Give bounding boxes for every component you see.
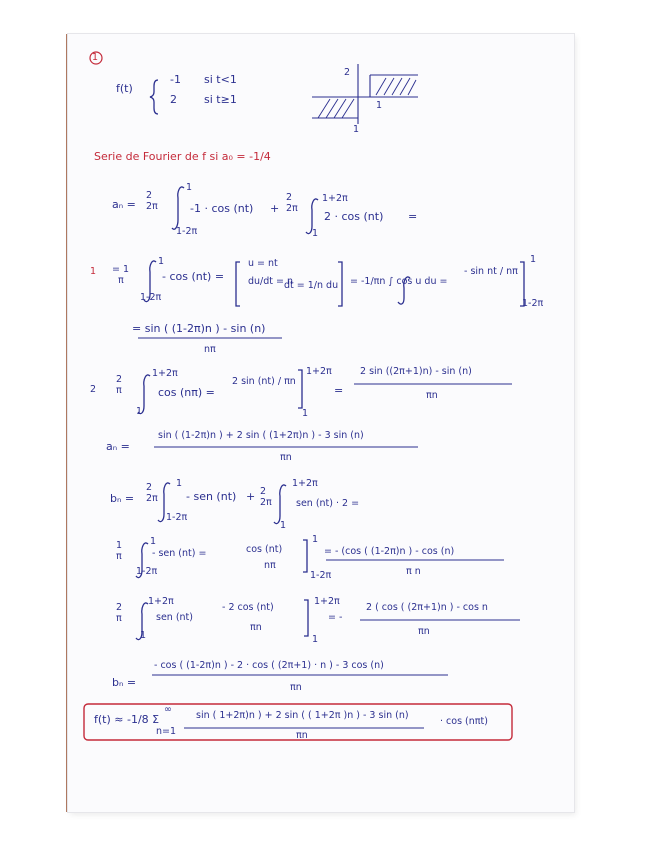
piecewise-brace [150,80,158,114]
bn-result-den: πn [290,682,302,693]
step4-lower: 1 [140,630,147,641]
an-eq: = [408,210,418,223]
final-den: πn [296,730,308,741]
step3-body: - sen (nt) = [152,548,207,559]
step-graph [312,64,418,124]
graph-x-label: 1 [376,100,383,111]
an-coef2: 2 2π [286,192,298,214]
bn-int1-body: - sen (nt) [186,490,237,503]
step1-sub1: u = nt [248,258,278,269]
graph-y-label: 2 [344,67,351,78]
step1-sub3: dt = 1/n du [284,280,339,291]
final-lhs: f(t) ≈ -1/8 Σ [94,713,160,726]
bn-coef2: 2 2π [260,486,272,508]
an-label: aₙ = [112,198,136,211]
bn-int2-lower: 1 [280,520,287,531]
step4-upper: 1+2π [148,596,174,607]
bn-result-label: bₙ = [112,676,137,689]
step3-den: π n [406,566,421,577]
bn-int1-upper: 1 [176,478,183,489]
final-sum-upper: ∞ [164,704,172,715]
final-tail: · cos (nπt) [440,716,488,727]
bn-plus: + [246,490,256,503]
an-result-num: sin ( (1-2π)n ) + 2 sin ( (1+2π)n ) - 3 sin (n) [158,430,364,441]
case1-value: -1 [170,73,181,86]
evaluation-brackets [236,262,524,636]
an-result-label: aₙ = [106,440,130,453]
step1-result: = sin ( (1-2π)n ) - sin (n) [132,322,266,335]
step2-upper: 1+2π [152,368,178,379]
step4-coef: 2 π [116,602,123,624]
step2-lim-upper: 1+2π [306,366,332,377]
an-plus: + [270,202,280,215]
case2-condition: si t≥1 [204,93,237,106]
step1-marker: 1 [90,266,97,277]
step4-mid-den: πn [250,622,262,633]
an-result-den: πn [280,452,292,463]
bn-int2-body: sen (nt) · 2 = [296,498,360,509]
step1-upper: 1 [158,256,165,267]
step3-mid-num: cos (nt) [246,544,283,555]
step4-num: 2 ( cos ( (2π+1)n ) - cos n [366,602,488,613]
step3-lim-lower: 1-2π [310,570,332,581]
step1-result-den: nπ [204,344,216,355]
bn-int1-lower: 1-2π [166,512,188,523]
step4-lim-lower: 1 [312,634,319,645]
an-int2-upper: 1+2π [322,193,348,204]
step2-coef: 2 π [116,374,123,396]
an-int1-body: -1 · cos (nt) [190,202,254,215]
step1-body: - cos (nt) = [162,270,225,283]
step1-lim-lower: 1-2π [522,298,544,309]
step2-mid: 2 sin (nt) / πn [232,376,296,387]
final-sum-lower: n=1 [156,726,177,737]
step2-eq: = [334,384,344,397]
piecewise-lhs: f(t) [116,82,133,95]
an-int1-lower: 1-2π [176,226,198,237]
bn-result-num: - cos ( (1-2π)n ) - 2 · cos ( (2π+1) · n ) - 3 cos (n) [154,660,384,671]
step4-body: sen (nt) [156,612,193,623]
an-int2-lower: 1 [312,228,319,239]
problem-number: 1 [92,52,99,63]
graph-low-label: 1 [353,124,360,135]
step2-body: cos (nπ) = [158,386,215,399]
step2-result-num: 2 sin ((2π+1)n) - sin (n) [360,366,472,377]
step2-marker: 2 [90,384,97,395]
step3-upper: 1 [150,536,157,547]
step1-mid: = -1/πn ∫ cos u du = [350,276,448,287]
step3-coef: 1 π [116,540,123,562]
step1-eq-coef: = 1 π [112,264,130,286]
step3-lower: 1-2π [136,566,158,577]
case1-condition: si t<1 [204,73,237,86]
an-int1-upper: 1 [186,182,193,193]
step1-lower: 1-2π [140,292,162,303]
bn-label: bₙ = [110,492,135,505]
integral-signs [136,187,410,640]
bn-int2-upper: 1+2π [292,478,318,489]
case2-value: 2 [170,93,177,106]
step4-lim-upper: 1+2π [314,596,340,607]
step1-sub2: du/dt = n [248,276,294,287]
an-coef1: 2 2π [146,190,158,212]
an-int2-body: 2 · cos (nt) [324,210,384,223]
step1-res: - sin nt / nπ [464,266,518,277]
step2-result-den: πn [426,390,438,401]
step1-lim-upper: 1 [530,254,537,265]
step2-lim-lower: 1 [302,408,309,419]
step3-mid-den: nπ [264,560,276,571]
step3-lim-upper: 1 [312,534,319,545]
step4-den: πn [418,626,430,637]
final-num: sin ( 1+2π)n ) + 2 sin ( ( 1+2π )n ) - 3 sin (n) [196,710,409,721]
bn-coef1: 2 2π [146,482,158,504]
step3-eq: = - (cos ( (1-2π)n ) - cos (n) [324,546,455,557]
step4-mid-num: - 2 cos (nt) [222,602,274,613]
step2-lower: 1 [136,406,143,417]
problem-statement: Serie de Fourier de f si a₀ = -1/4 [94,150,271,163]
step4-eq: = - [328,612,343,623]
